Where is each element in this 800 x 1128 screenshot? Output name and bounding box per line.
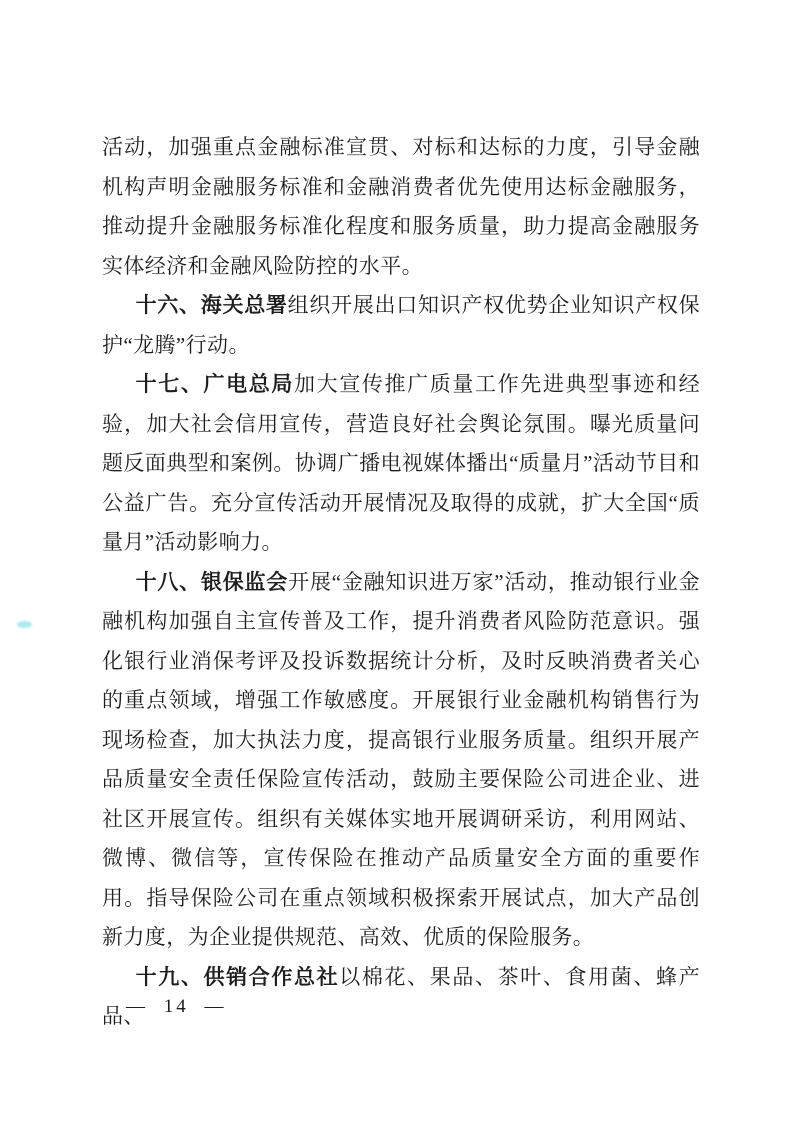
document-body (102, 128, 700, 1037)
paragraph (102, 128, 700, 286)
section-heading: 十八、银保监会 (135, 570, 289, 594)
body-text: 加大宣传推广质量工作先进典型事迹和经验，加大社会信用宣传，营造良好社会舆论氛围。曝光质量问题反面典型和案例。协调广播电视媒体播出“质量月”活动节目和公益广告。充分宣传活动开展情况及取得的成就，扩大全国“质量月”活动影响力。 (102, 372, 700, 554)
body-text: 活动，加强重点金融标准宣贯、对标和达标的力度，引导金融机构声明金融服务标准和金融消费者优先使用达标金融服务，推动提升金融服务标准化程度和服务质量，助力提高金融服务实体经济和金融风险防控的水平。 (102, 135, 700, 278)
page-number: — 14 — (126, 996, 227, 1017)
body-text: 以棉花、果品、茶叶、食用菌、蜂产品、 (102, 964, 700, 1028)
body-text: 组织开展出口知识产权优势企业知识产权保护“龙腾”行动。 (102, 293, 700, 357)
section-heading: 十九、供销合作总社 (135, 965, 340, 989)
body-text: 开展“金融知识进万家”活动，推动银行业金融机构加强自主宣传普及工作，提升消费者风险防范意识。强化银行业消保考评及投诉数据统计分析，及时反映消费者关心的重点领域，增强工作敏感度。开展银行业金融机构销售行为现场检查，加大执法力度，提高银行业服务质量。组织开展产品质量安全责任保险宣传活动，鼓励主要保险公司进企业、进社区开展宣传。组织有关媒体实地开展调研采访，利用网站、微博、微信等，宣传保险在推动产品质量安全方面的重要作用。指导保险公司在重点领域积极探索开展试点，加大产品创新力度，为企业提供规范、高效、优质的保险服务。 (102, 569, 700, 949)
scan-smudge-artifact (17, 621, 32, 628)
section-heading: 十七、广电总局 (135, 373, 294, 396)
section-heading: 十六、海关总署 (135, 294, 288, 317)
paragraph (102, 563, 700, 958)
paragraph (102, 286, 700, 365)
paragraph (102, 365, 700, 563)
